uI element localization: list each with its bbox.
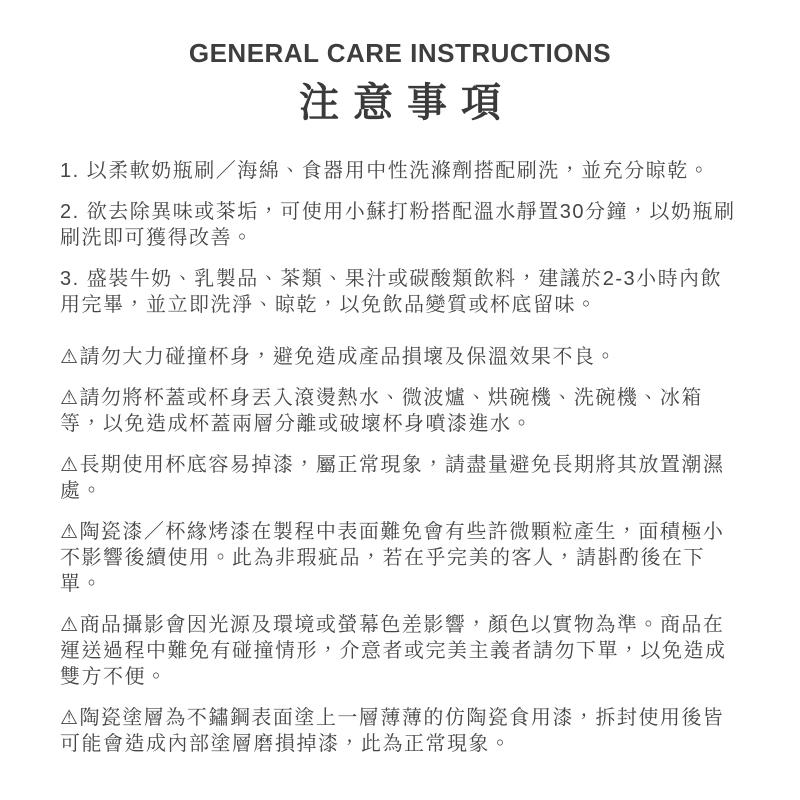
warning-item-5 xyxy=(60,612,740,690)
warning-text: 請勿大力碰撞杯身，避免造成產品損壞及保溫效果不良。 xyxy=(79,346,617,368)
page-title-chinese: 注意事項 xyxy=(299,81,515,125)
page-header xyxy=(0,0,800,128)
warning-triangle-icon: ⚠ xyxy=(60,614,80,636)
warning-triangle-icon: ⚠ xyxy=(60,521,80,543)
warning-triangle-icon: ⚠ xyxy=(60,454,80,476)
warning-triangle-icon: ⚠ xyxy=(60,346,80,368)
care-step-3 xyxy=(60,266,740,318)
warning-item-1 xyxy=(60,344,740,370)
warning-text: 商品攝影會因光源及環境或螢幕色差影響，顏色以實物為準。商品在運送過程中難免有碰撞情形，介意者或完美主義者請勿下單，以免造成雙方不便。 xyxy=(60,614,727,688)
warning-triangle-icon: ⚠ xyxy=(60,387,80,409)
instructions-content xyxy=(60,158,740,757)
warning-item-3 xyxy=(60,452,740,504)
care-step-1 xyxy=(60,158,740,184)
care-step-text: 1. 以柔軟奶瓶刷／海綿、食器用中性洗滌劑搭配刷洗，並充分晾乾。 xyxy=(60,160,711,182)
care-step-2 xyxy=(60,199,740,251)
warning-text: 陶瓷塗層為不鏽鋼表面塗上一層薄薄的仿陶瓷食用漆，拆封使用後皆可能會造成內部塗層磨損掉漆，此為正常現象。 xyxy=(60,707,725,755)
warning-item-2 xyxy=(60,385,740,437)
page-title-english: GENERAL CARE INSTRUCTIONS xyxy=(188,38,612,68)
warning-text: 長期使用杯底容易掉漆，屬正常現象，請盡量避免長期將其放置潮濕處。 xyxy=(60,454,725,502)
care-step-text: 3. 盛裝牛奶、乳製品、茶類、果汁或碳酸類飲料，建議於2-3小時內飲用完畢，並立即洗淨、晾乾，以免飲品變質或杯底留味。 xyxy=(60,268,723,316)
care-step-text: 2. 欲去除異味或茶垢，可使用小蘇打粉搭配溫水靜置30分鐘，以奶瓶刷刷洗即可獲得改善。 xyxy=(60,201,736,249)
warning-text: 請勿將杯蓋或杯身丟入滾燙熱水、微波爐、烘碗機、洗碗機、冰箱等，以免造成杯蓋兩層分離或破壞杯身噴漆進水。 xyxy=(60,387,703,435)
warning-item-6 xyxy=(60,705,740,757)
warning-item-4 xyxy=(60,519,740,597)
warning-triangle-icon: ⚠ xyxy=(60,707,80,729)
warning-text: 陶瓷漆／杯緣烤漆在製程中表面難免會有些許微顆粒產生，面積極小不影響後續使用。此為非瑕疵品，若在乎完美的客人，請斟酌後在下單。 xyxy=(60,521,725,595)
warnings-section xyxy=(60,344,740,757)
